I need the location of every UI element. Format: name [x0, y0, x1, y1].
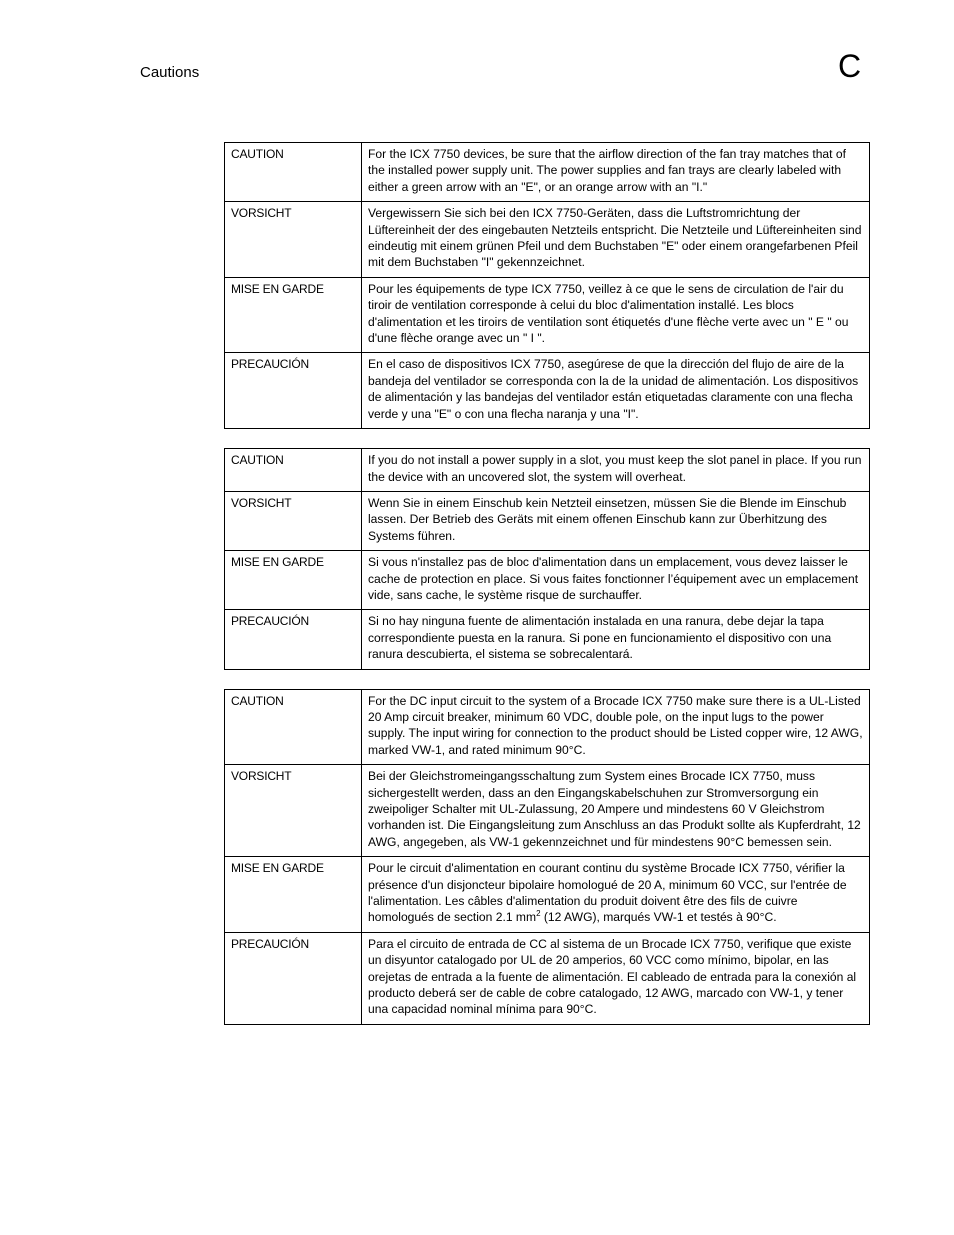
appendix-letter: C	[838, 48, 862, 84]
caution-label: PRECAUCIÓN	[225, 353, 362, 429]
caution-text: For the ICX 7750 devices, be sure that the airflow direction of the fan tray matches that of the installed power supply unit. The power supplies and fan trays are clearly labeled with either a green arrow with an "E", or an orange arrow with an "I."	[362, 143, 870, 202]
caution-text: Vergewissern Sie sich bei den ICX 7750-Geräten, dass die Luftstromrichtung der Lüftereinheit der des eingebauten Netzteils entspricht. Die Netzteile und Lüftereinheiten sind eindeutig mit einem grünen Pfeil und dem Buchstaben "E" oder einem orangefarbenen Pfeil mit dem Buchstaben "I" gekennzeichnet.	[362, 202, 870, 278]
caution-label: MISE EN GARDE	[225, 551, 362, 610]
caution-label: PRECAUCIÓN	[225, 610, 362, 669]
caution-label: PRECAUCIÓN	[225, 932, 362, 1024]
table-row	[225, 449, 870, 492]
caution-label: VORSICHT	[225, 765, 362, 857]
table-row	[225, 765, 870, 857]
caution-text: Si vous n'installez pas de bloc d'alimentation dans un emplacement, vous devez laisser le cache de protection en place. Si vous faites fonctionner l’équipement avec un emplacement vide, sans cache, le système risque de surchauffer.	[362, 551, 870, 610]
caution-table-dc-input	[224, 689, 870, 1025]
caution-label: MISE EN GARDE	[225, 277, 362, 353]
caution-label: VORSICHT	[225, 202, 362, 278]
table-row	[225, 610, 870, 669]
caution-text: For the DC input circuit to the system of a Brocade ICX 7750 make sure there is a UL-Listed 20 Amp circuit breaker, minimum 60 VDC, double pole, on the input lugs to the power supply. The input wiring for connection to the product should be Listed copper wire, 12 AWG, marked VW-1, and rated minimum 90°C.	[362, 689, 870, 765]
caution-text: Wenn Sie in einem Einschub kein Netzteil einsetzen, müssen Sie die Blende im Einschub lassen. Der Betrieb des Geräts mit einem offenen Einschub kann zur Überhitzung des Systems führen.	[362, 491, 870, 550]
section-title: Cautions	[140, 64, 200, 81]
table-row	[225, 491, 870, 550]
caution-text: Pour les équipements de type ICX 7750, veillez à ce que le sens de circulation de l'air du tiroir de ventilation corresponde à celui du bloc d'alimentation installé. Les blocs d'alimentation et les tiroirs de ventilation sont étiquetés d'une flèche verte avec un " E " ou d'une flèche orange avec un " I ".	[362, 277, 870, 353]
table-row	[225, 202, 870, 278]
caution-text-part: (12 AWG), marqués VW-1 et testés à 90°C.	[540, 910, 777, 925]
caution-text: En el caso de dispositivos ICX 7750, asegúrese de que la dirección del flujo de aire de la bandeja del ventilador se corresponda con la de la unidad de alimentación. Los dispositivos de alimentación y las bandejas del ventilador están etiquetadas claramente con una flecha verde y una "E" o con una flecha naranja y una "I".	[362, 353, 870, 429]
superscript: 2	[536, 909, 541, 919]
table-row	[225, 857, 870, 933]
caution-text	[362, 857, 870, 933]
caution-label: CAUTION	[225, 143, 362, 202]
table-row	[225, 143, 870, 202]
table-row	[225, 932, 870, 1024]
caution-text-part: Pour le circuit d'alimentation en courant continu du système Brocade ICX 7750, vérifier la présence d'un disjoncteur bipolaire homologué de 20 A, minimum 60 VCC, sur l'entrée de l'alimentation. Les câbles d'alimentation du produit doivent être des fils de cuivre homologués de section 2.1 mm	[368, 861, 847, 925]
caution-text: If you do not install a power supply in a slot, you must keep the slot panel in place. If you run the device with an uncovered slot, the system will overheat.	[362, 449, 870, 492]
caution-label: CAUTION	[225, 689, 362, 765]
caution-label: MISE EN GARDE	[225, 857, 362, 933]
caution-label: VORSICHT	[225, 491, 362, 550]
table-row	[225, 551, 870, 610]
caution-tables	[224, 142, 870, 1044]
table-row	[225, 689, 870, 765]
caution-table-airflow	[224, 142, 870, 429]
caution-text: Bei der Gleichstromeingangsschaltung zum System eines Brocade ICX 7750, muss sichergestellt werden, dass an den Eingangskabelschuhen zur Stromversorgung ein zweipoliger Schalter mit UL-Zulassung, 20 Ampere und mindestens 60 V Gleichstrom vorhanden ist. Die Eingangsleitung zum Anschluss an das Produkt sollte als Kupferdraht, 12 AWG, angegeben, als VW-1 gekennzeichnet und für mindestens 90°C bemessen sein.	[362, 765, 870, 857]
caution-table-slot-panel	[224, 448, 870, 669]
caution-label: CAUTION	[225, 449, 362, 492]
caution-text: Si no hay ninguna fuente de alimentación instalada en una ranura, debe dejar la tapa correspondiente puesta en la ranura. Si pone en funcionamiento el dispositivo con una ranura descubierta, el sistema se sobrecalentará.	[362, 610, 870, 669]
caution-text: Para el circuito de entrada de CC al sistema de un Brocade ICX 7750, verifique que existe un disyuntor catalogado por UL de 20 amperios, 60 VCC como mínimo, bipolar, en las orejetas de entrada a la fuente de alimentación. El cableado de entrada para la conexión al producto deberá ser de cable de cobre catalogado, 12 AWG, marcado con VW-1, y tener una capacidad nominal mínima para 90°C.	[362, 932, 870, 1024]
table-row	[225, 353, 870, 429]
table-row	[225, 277, 870, 353]
